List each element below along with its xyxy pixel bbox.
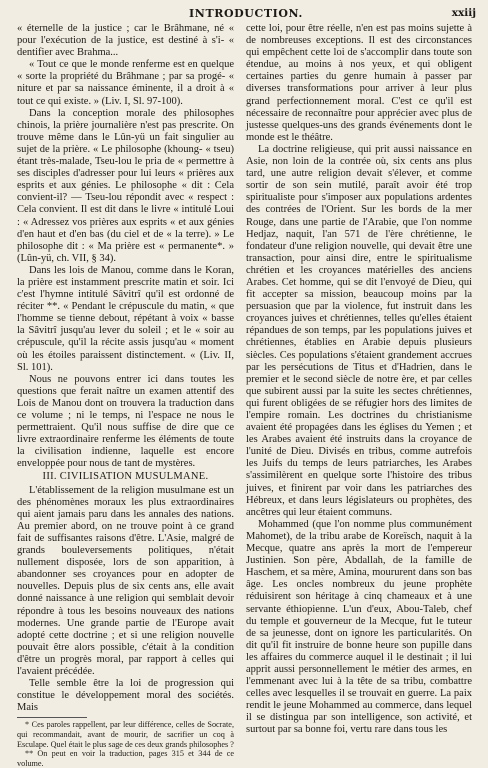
page-title: INTRODUCTION. [189, 7, 303, 20]
paragraph: La doctrine religieuse, qui prit aussi naissance en Asie, non loin de la contrée où, six cents ans plus tard, une autre religion devait s'élever, et comme sortir de son sein mutilé, paraît avoir été trop spiritualiste pour s'imposer aux populations ardentes des contrées de l'Orient. Sur les bords de la mer Rouge, dans une partie de l'Arabie, que l'on nomme Hedjaz, naquit, l'an 571 de l'ère chrétienne, le fondateur d'une religion nouvelle, qui devait être une transaction, pour ainsi dire, entre le spiritualisme chrétien et les croyances matérielles des anciens Arabes. Cet homme, qui se dit l'envoyé de Dieu, qui fit accepter sa mission, beaucoup moins par la persuasion que par la violence, fut instruit dans les croyances juives et chrétiennes, telles qu'elles étaient répandues de son temps, par les populations juives et chrétiennes, établies en Arabie depuis plusieurs siècles. Ces populations s'étaient grandement accrues par les persécutions de Titus et d'Hadrien, dans le premier et le second siècle de notre ère, et par celles que subirent aussi par la suite les sectes chrétiennes, qui furent obligées de se réfugier hors des limites de l'empire romain. Les doctrines du christianisme avaient été propagées dans les églises du Yemen ; et les Arabes avaient été instruits dans la croyance de l'unité de Dieu. Divisés en tribus, comme autrefois les Juifs du temps de leurs patriarches, les Arabes s'assimilèrent en quelque sorte l'histoire des tribus juives, et finirent par voir dans les patriarches des Hébreux, et dans leurs législateurs ou prophètes, des ancêtres qui leur étaient communs. [246, 143, 472, 518]
paragraph: L'établissement de la religion musulmane est un des phénomènes moraux les plus extraordinaires qui aient jamais paru dans les annales des nations. Au premier abord, on ne trouve point à ce grand fait de suffisantes raisons d'être. L'Asie, malgré de grands bouleversements politiques, n'était nullement disposée, lors de son apparition, à abandonner ses croyances pour en adopter de nouvelles. Depuis plus de six cents ans, elle avait donné naissance à une religion qui semblait devoir répondre à tous les besoins nouveaux des nations modernes. Une grande partie de l'Europe avait adopté cette doctrine ; et si une religion nouvelle pouvait être alors possible, c'était à la condition d'être un progrès moral, par rapport à celles qui l'avaient précédée. [17, 484, 234, 677]
running-header [14, 7, 478, 21]
footnote: ** On peut en voir la traduction, pages 315 et 344 de ce volume. [17, 749, 234, 768]
paragraph: Mohammed (que l'on nomme plus communément Mahomet), de la tribu arabe de Koreïsch, naquit à la Mecque, quatre ans après la mort de l'empereur Justinien. Son père, Abdallah, de la famille de Haschem, et sa mère, Amina, moururent dans son bas âge. Les oncles nombreux du jeune prophète réduisirent son héritage à cinq chameaux et à une servante éthiopienne. L'un d'eux, Abou-Taleb, chef du temple et gouverneur de la Mecque, fut le tuteur de sa jeunesse, dont on ignore les particularités. On dit qu'il fit instruire de bonne heure son pupille dans les affaires du commerce auquel il le destinait ; il lui apprit aussi personnellement le métier des armes, en l'emmenant avec lui à la tête de sa tribu, combattre celles avec lesquelles il se trouvait en guerre. La paix rendit le jeune Mohammed au commerce, dans lequel il se distingua par son intelligence, son activité, et surtout par sa bonne foi, vertu rare dans tous les [246, 518, 472, 736]
paragraph: Dans la conception morale des philosophes chinois, la prière journalière n'est pas prescrite. On trouve même dans le Lûn-yü un fait singulier au sujet de la prière. « Le philosophe (khoung- « tseu) étant très-malade, Tseu-lou le pria de « permettre à ses disciples d'adresser pour lui leurs « prières aux esprits et aux génies. Le philosophe « dit : Cela convient-il? — Tseu-lou répondit avec « respect : Cela convient. Il est dit dans le livre « intitulé Loui : « Adressez vos prières aux esprits « et aux génies d'en haut et d'en bas (du ciel et de « la terre). » Le philosophe dit : « Ma prière est « permanente*. » (Lûn-yü, ch. VII, § 34). [17, 107, 234, 264]
page-number: xxiij [451, 7, 476, 19]
paragraph: « Tout ce que le monde renferme est en quelque « sorte la propriété du Brâhmane ; par sa progé- « niture et par sa naissance éminente, il a droit à « tout ce qui existe. » (Liv. I, Sl. 97-100). [17, 59, 234, 107]
paragraph: Nous ne pouvons entrer ici dans toutes les questions que ferait naître un examen attentif des Lois de Manou dont on trouvera la traduction dans ce volume ; ni le temps, ni l'espace ne nous le permettraient. Qu'il nous suffise de dire que ce livre extraordinaire renferme les éléments de toute la civilisation indienne, laquelle est encore enveloppée pour nous de tant de mystères. [17, 373, 234, 470]
paragraph: Telle semble être la loi de progression qui constitue le développement moral des sociétés. Mais [17, 678, 234, 714]
paragraph: « éternelle de la justice ; car le Brâhmane, né « pour l'exécution de la justice, est destiné à s'i- « dentifier avec Brahma... [17, 23, 234, 59]
section-heading: III. CIVILISATION MUSULMANE. [42, 471, 209, 483]
paragraph: cette loi, pour être réelle, n'en est pas moins sujette à de nombreuses exceptions. Il est des circonstances qui empêchent cette loi de s'accomplir dans toute son étendue, au moins à nos yeux, et qui obligent certaines parties du genre humain à passer par diverses transformations pour arriver à leur plus grand perfectionnement moral. C'est ce qu'il est nécessaire de reconnaître pour apprécier avec plus de justesse quelques-uns des grands événements dont le monde est le théâtre. [246, 23, 472, 143]
footnote-divider [17, 717, 87, 718]
footnote: * Ces paroles rappellent, par leur différence, celles de Socrate, qui recommandait, avant de mourir, de sacrifier un coq à Esculape. Quel était le plus sage de ces deux grands philosophes ? [17, 720, 234, 749]
right-column [246, 23, 472, 737]
paragraph: Dans les lois de Manou, comme dans le Koran, la prière est instamment prescrite matin et soir. Ici c'est l'hymne intitulé Sâvitrî qu'il est ordonné de réciter **. « Pendant le crépuscule du matin, « que l'homme se tienne debout, répétant à voix « basse la Sâvitrî jusqu'au lever du soleil ; et le « soir au crépuscule, qu'il la récite assis jusqu'au « moment où les étoiles paraissent distinctement. « (Liv. II, Sl. 101). [17, 264, 234, 373]
footnotes [17, 720, 234, 768]
left-column [17, 23, 234, 768]
